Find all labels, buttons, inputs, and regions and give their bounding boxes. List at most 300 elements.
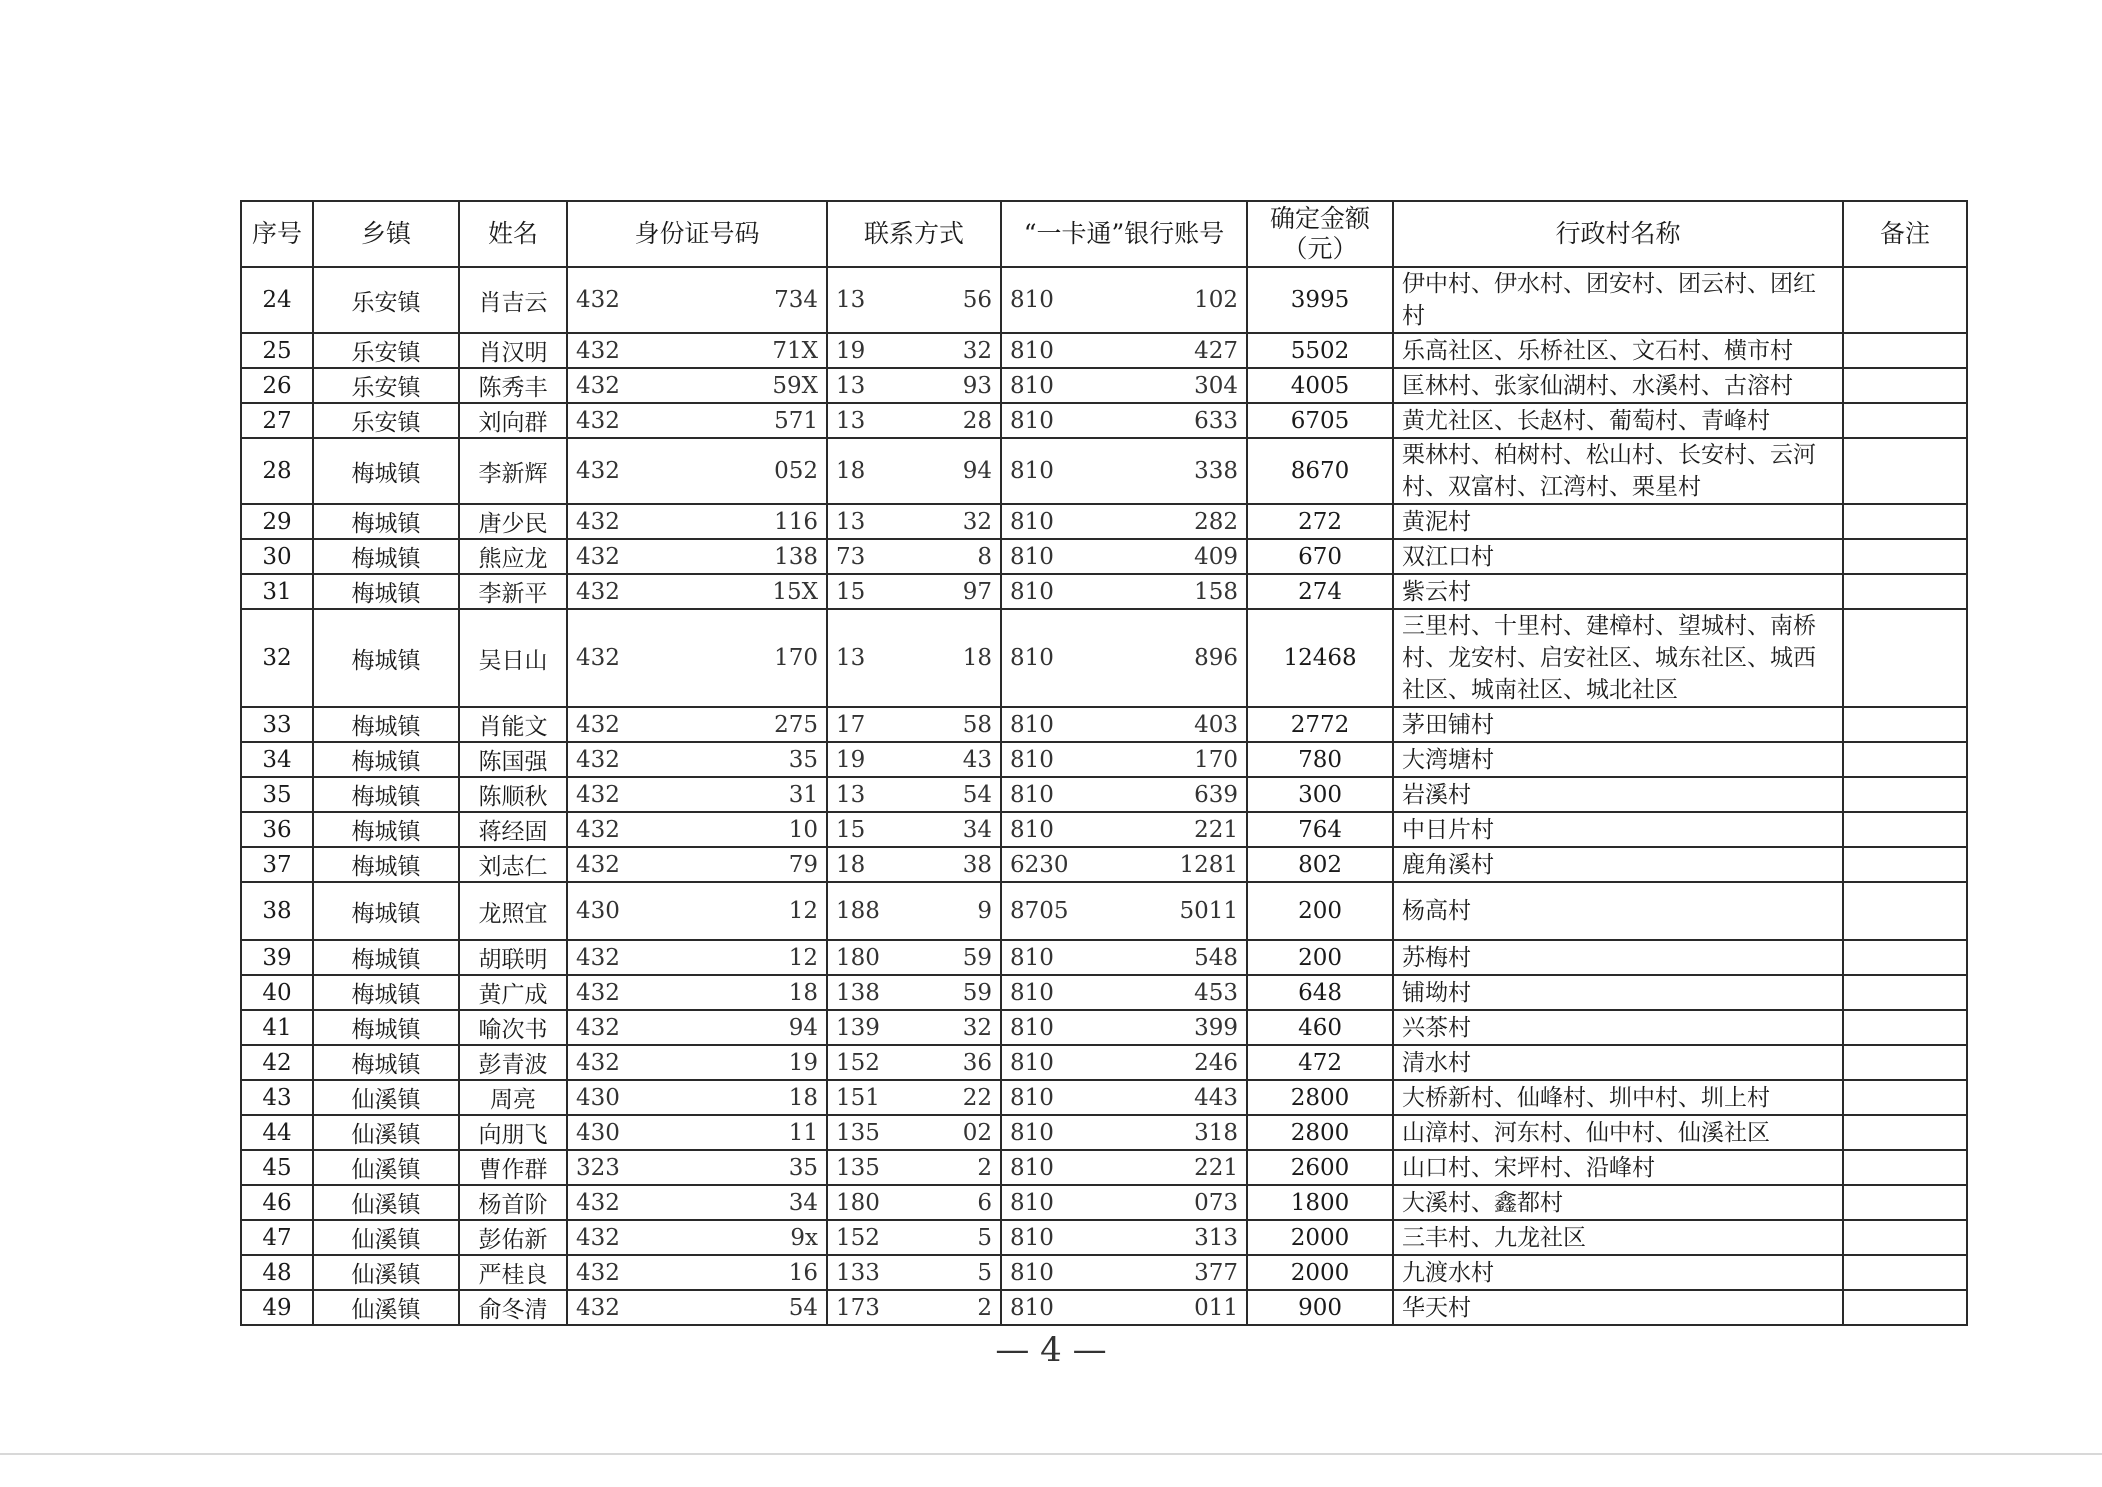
cell-village: 乐高社区、乐桥社区、文石村、横市村 (1393, 333, 1843, 368)
cell-phone-prefix: 15 (827, 812, 901, 847)
cell-name: 向朋飞 (459, 1115, 567, 1150)
cell-town: 梅城镇 (313, 812, 459, 847)
cell-phone-suffix: 58 (901, 707, 1001, 742)
cell-seq: 48 (241, 1255, 313, 1290)
cell-id-suffix: 35 (671, 1150, 827, 1185)
cell-name: 陈顺秋 (459, 777, 567, 812)
cell-id-prefix: 430 (567, 1080, 671, 1115)
cell-phone-prefix: 135 (827, 1150, 901, 1185)
cell-id-suffix: 54 (671, 1290, 827, 1325)
cell-town: 梅城镇 (313, 742, 459, 777)
cell-account-prefix: 810 (1001, 1290, 1087, 1325)
cell-id-prefix: 432 (567, 742, 671, 777)
cell-town: 梅城镇 (313, 539, 459, 574)
cell-name: 熊应龙 (459, 539, 567, 574)
cell-id-suffix: 34 (671, 1185, 827, 1220)
cell-phone-prefix: 152 (827, 1045, 901, 1080)
cell-note (1843, 1150, 1967, 1185)
cell-name: 肖能文 (459, 707, 567, 742)
table-row (241, 812, 1967, 847)
cell-account-suffix: 409 (1087, 539, 1247, 574)
cell-amount: 2800 (1247, 1080, 1393, 1115)
cell-note (1843, 504, 1967, 539)
cell-account-prefix: 810 (1001, 1010, 1087, 1045)
cell-id-prefix: 432 (567, 1185, 671, 1220)
cell-amount: 274 (1247, 574, 1393, 609)
cell-town: 梅城镇 (313, 707, 459, 742)
cell-account-suffix: 443 (1087, 1080, 1247, 1115)
header-id-number: 身份证号码 (567, 201, 827, 267)
cell-id-suffix: 571 (671, 403, 827, 438)
cell-amount: 272 (1247, 504, 1393, 539)
cell-id-prefix: 432 (567, 609, 671, 707)
cell-phone-prefix: 15 (827, 574, 901, 609)
cell-name: 肖汉明 (459, 333, 567, 368)
cell-account-suffix: 5011 (1087, 882, 1247, 940)
cell-account-prefix: 810 (1001, 609, 1087, 707)
cell-seq: 38 (241, 882, 313, 940)
cell-village: 清水村 (1393, 1045, 1843, 1080)
cell-village: 栗林村、柏树村、松山村、长安村、云河村、双富村、江湾村、栗星村 (1393, 438, 1843, 504)
cell-id-suffix: 18 (671, 975, 827, 1010)
cell-id-prefix: 432 (567, 975, 671, 1010)
cell-account-suffix: 896 (1087, 609, 1247, 707)
cell-id-suffix: 31 (671, 777, 827, 812)
cell-seq: 43 (241, 1080, 313, 1115)
cell-note (1843, 1255, 1967, 1290)
cell-amount: 2000 (1247, 1220, 1393, 1255)
cell-seq: 26 (241, 368, 313, 403)
cell-amount: 764 (1247, 812, 1393, 847)
cell-amount: 472 (1247, 1045, 1393, 1080)
table-row (241, 975, 1967, 1010)
cell-account-suffix: 639 (1087, 777, 1247, 812)
cell-account-suffix: 399 (1087, 1010, 1247, 1045)
table-row (241, 707, 1967, 742)
cell-note (1843, 707, 1967, 742)
table-row (241, 1255, 1967, 1290)
cell-amount: 780 (1247, 742, 1393, 777)
cell-seq: 42 (241, 1045, 313, 1080)
cell-village: 大湾塘村 (1393, 742, 1843, 777)
cell-phone-prefix: 13 (827, 504, 901, 539)
cell-amount: 300 (1247, 777, 1393, 812)
cell-village: 山漳村、河东村、仙中村、仙溪社区 (1393, 1115, 1843, 1150)
cell-phone-prefix: 19 (827, 333, 901, 368)
cell-village: 伊中村、伊水村、团安村、团云村、团红村 (1393, 267, 1843, 333)
cell-note (1843, 333, 1967, 368)
cell-id-prefix: 432 (567, 1255, 671, 1290)
cell-amount: 3995 (1247, 267, 1393, 333)
cell-id-prefix: 432 (567, 574, 671, 609)
cell-note (1843, 438, 1967, 504)
subsidy-roster-table (240, 200, 1968, 1326)
cell-note (1843, 777, 1967, 812)
header-bank-account: “一卡通”银行账号 (1001, 201, 1247, 267)
cell-phone-suffix: 38 (901, 847, 1001, 882)
cell-town: 梅城镇 (313, 975, 459, 1010)
cell-id-suffix: 9x (671, 1220, 827, 1255)
cell-note (1843, 1010, 1967, 1045)
cell-village: 兴茶村 (1393, 1010, 1843, 1045)
table-row (241, 438, 1967, 504)
cell-phone-prefix: 17 (827, 707, 901, 742)
cell-seq: 28 (241, 438, 313, 504)
cell-name: 唐少民 (459, 504, 567, 539)
cell-note (1843, 1185, 1967, 1220)
cell-amount: 200 (1247, 940, 1393, 975)
cell-town: 仙溪镇 (313, 1220, 459, 1255)
header-town: 乡镇 (313, 201, 459, 267)
cell-amount: 2000 (1247, 1255, 1393, 1290)
cell-phone-suffix: 32 (901, 1010, 1001, 1045)
cell-id-prefix: 432 (567, 539, 671, 574)
cell-seq: 46 (241, 1185, 313, 1220)
cell-id-prefix: 432 (567, 504, 671, 539)
cell-note (1843, 975, 1967, 1010)
cell-seq: 44 (241, 1115, 313, 1150)
cell-amount: 648 (1247, 975, 1393, 1010)
cell-town: 梅城镇 (313, 438, 459, 504)
cell-seq: 37 (241, 847, 313, 882)
cell-account-suffix: 304 (1087, 368, 1247, 403)
cell-note (1843, 812, 1967, 847)
cell-id-suffix: 275 (671, 707, 827, 742)
cell-id-suffix: 12 (671, 940, 827, 975)
cell-note (1843, 1115, 1967, 1150)
cell-village: 紫云村 (1393, 574, 1843, 609)
cell-phone-suffix: 8 (901, 539, 1001, 574)
cell-id-suffix: 15X (671, 574, 827, 609)
cell-town: 仙溪镇 (313, 1080, 459, 1115)
cell-account-suffix: 313 (1087, 1220, 1247, 1255)
cell-id-prefix: 432 (567, 847, 671, 882)
cell-account-prefix: 810 (1001, 368, 1087, 403)
cell-phone-suffix: 9 (901, 882, 1001, 940)
cell-amount: 670 (1247, 539, 1393, 574)
cell-town: 梅城镇 (313, 847, 459, 882)
cell-account-prefix: 810 (1001, 1255, 1087, 1290)
cell-town: 梅城镇 (313, 1045, 459, 1080)
cell-amount: 6705 (1247, 403, 1393, 438)
cell-phone-prefix: 135 (827, 1115, 901, 1150)
cell-seq: 29 (241, 504, 313, 539)
cell-amount: 460 (1247, 1010, 1393, 1045)
table-row (241, 504, 1967, 539)
cell-seq: 40 (241, 975, 313, 1010)
cell-phone-suffix: 2 (901, 1150, 1001, 1185)
cell-account-suffix: 246 (1087, 1045, 1247, 1080)
header-village: 行政村名称 (1393, 201, 1843, 267)
cell-account-suffix: 158 (1087, 574, 1247, 609)
cell-town: 梅城镇 (313, 574, 459, 609)
cell-phone-suffix: 22 (901, 1080, 1001, 1115)
cell-id-suffix: 59X (671, 368, 827, 403)
table-row (241, 940, 1967, 975)
cell-note (1843, 1045, 1967, 1080)
table-row (241, 1045, 1967, 1080)
cell-phone-prefix: 173 (827, 1290, 901, 1325)
cell-phone-prefix: 151 (827, 1080, 901, 1115)
cell-account-suffix: 221 (1087, 812, 1247, 847)
cell-village: 杨高村 (1393, 882, 1843, 940)
cell-id-suffix: 170 (671, 609, 827, 707)
cell-account-prefix: 810 (1001, 1080, 1087, 1115)
cell-name: 周亮 (459, 1080, 567, 1115)
cell-amount: 2600 (1247, 1150, 1393, 1185)
cell-account-prefix: 810 (1001, 267, 1087, 333)
table-row (241, 1290, 1967, 1325)
table-row (241, 333, 1967, 368)
cell-village: 大桥新村、仙峰村、圳中村、圳上村 (1393, 1080, 1843, 1115)
cell-account-suffix: 011 (1087, 1290, 1247, 1325)
cell-account-suffix: 221 (1087, 1150, 1247, 1185)
cell-phone-prefix: 152 (827, 1220, 901, 1255)
cell-seq: 33 (241, 707, 313, 742)
table-row (241, 267, 1967, 333)
cell-village: 黄尤社区、长赵村、葡萄村、青峰村 (1393, 403, 1843, 438)
cell-phone-suffix: 5 (901, 1255, 1001, 1290)
table-row (241, 1080, 1967, 1115)
cell-account-prefix: 810 (1001, 975, 1087, 1010)
cell-id-prefix: 430 (567, 882, 671, 940)
cell-phone-suffix: 34 (901, 812, 1001, 847)
cell-account-suffix: 318 (1087, 1115, 1247, 1150)
cell-phone-suffix: 36 (901, 1045, 1001, 1080)
header-seq: 序号 (241, 201, 313, 267)
cell-account-prefix: 810 (1001, 539, 1087, 574)
cell-note (1843, 609, 1967, 707)
cell-town: 梅城镇 (313, 882, 459, 940)
cell-amount: 2800 (1247, 1115, 1393, 1150)
cell-village: 三丰村、九龙社区 (1393, 1220, 1843, 1255)
cell-village: 匡林村、张家仙湖村、水溪村、古溶村 (1393, 368, 1843, 403)
cell-account-suffix: 102 (1087, 267, 1247, 333)
cell-seq: 31 (241, 574, 313, 609)
cell-id-prefix: 432 (567, 403, 671, 438)
cell-id-prefix: 432 (567, 1290, 671, 1325)
table-row (241, 1220, 1967, 1255)
cell-account-prefix: 810 (1001, 1220, 1087, 1255)
cell-id-prefix: 432 (567, 707, 671, 742)
cell-town: 仙溪镇 (313, 1255, 459, 1290)
table-row (241, 403, 1967, 438)
table-header-row (241, 201, 1967, 267)
table-row (241, 742, 1967, 777)
cell-phone-prefix: 18 (827, 438, 901, 504)
cell-account-suffix: 073 (1087, 1185, 1247, 1220)
cell-name: 黄广成 (459, 975, 567, 1010)
cell-name: 彭佑新 (459, 1220, 567, 1255)
cell-village: 铺坳村 (1393, 975, 1843, 1010)
cell-note (1843, 882, 1967, 940)
cell-phone-suffix: 32 (901, 333, 1001, 368)
cell-account-suffix: 453 (1087, 975, 1247, 1010)
cell-seq: 34 (241, 742, 313, 777)
cell-name: 李新辉 (459, 438, 567, 504)
cell-account-prefix: 810 (1001, 574, 1087, 609)
cell-town: 仙溪镇 (313, 1150, 459, 1185)
cell-note (1843, 574, 1967, 609)
cell-account-prefix: 810 (1001, 812, 1087, 847)
cell-phone-suffix: 93 (901, 368, 1001, 403)
cell-amount: 900 (1247, 1290, 1393, 1325)
table-row (241, 882, 1967, 940)
cell-account-prefix: 810 (1001, 940, 1087, 975)
cell-name: 喻次书 (459, 1010, 567, 1045)
cell-id-suffix: 19 (671, 1045, 827, 1080)
header-amount: 确定金额（元） (1247, 201, 1393, 267)
cell-id-suffix: 12 (671, 882, 827, 940)
page-number: — 4 — (995, 1330, 1107, 1370)
cell-note (1843, 1290, 1967, 1325)
cell-id-suffix: 11 (671, 1115, 827, 1150)
cell-village: 双江口村 (1393, 539, 1843, 574)
cell-village: 鹿角溪村 (1393, 847, 1843, 882)
cell-account-suffix: 1281 (1087, 847, 1247, 882)
cell-id-prefix: 432 (567, 1220, 671, 1255)
cell-id-prefix: 432 (567, 368, 671, 403)
table-row (241, 1010, 1967, 1045)
table-row (241, 574, 1967, 609)
cell-note (1843, 1220, 1967, 1255)
cell-amount: 1800 (1247, 1185, 1393, 1220)
cell-amount: 802 (1247, 847, 1393, 882)
cell-account-suffix: 377 (1087, 1255, 1247, 1290)
cell-phone-prefix: 133 (827, 1255, 901, 1290)
cell-account-prefix: 8705 (1001, 882, 1087, 940)
cell-account-prefix: 810 (1001, 333, 1087, 368)
cell-amount: 4005 (1247, 368, 1393, 403)
cell-seq: 32 (241, 609, 313, 707)
cell-phone-prefix: 18 (827, 847, 901, 882)
cell-seq: 30 (241, 539, 313, 574)
cell-phone-prefix: 180 (827, 940, 901, 975)
cell-town: 乐安镇 (313, 403, 459, 438)
cell-account-suffix: 338 (1087, 438, 1247, 504)
cell-phone-suffix: 6 (901, 1185, 1001, 1220)
cell-account-prefix: 810 (1001, 742, 1087, 777)
cell-account-suffix: 282 (1087, 504, 1247, 539)
cell-town: 梅城镇 (313, 940, 459, 975)
cell-town: 梅城镇 (313, 777, 459, 812)
cell-name: 刘志仁 (459, 847, 567, 882)
cell-amount: 5502 (1247, 333, 1393, 368)
cell-id-prefix: 432 (567, 333, 671, 368)
cell-note (1843, 940, 1967, 975)
cell-id-suffix: 10 (671, 812, 827, 847)
cell-account-prefix: 810 (1001, 1115, 1087, 1150)
cell-id-suffix: 116 (671, 504, 827, 539)
cell-note (1843, 742, 1967, 777)
cell-seq: 47 (241, 1220, 313, 1255)
cell-account-prefix: 810 (1001, 1150, 1087, 1185)
cell-id-prefix: 432 (567, 1010, 671, 1045)
cell-note (1843, 1080, 1967, 1115)
cell-account-prefix: 810 (1001, 403, 1087, 438)
cell-account-prefix: 810 (1001, 777, 1087, 812)
cell-account-prefix: 810 (1001, 438, 1087, 504)
cell-village: 苏梅村 (1393, 940, 1843, 975)
cell-seq: 36 (241, 812, 313, 847)
cell-phone-suffix: 97 (901, 574, 1001, 609)
cell-village: 中日片村 (1393, 812, 1843, 847)
header-name: 姓名 (459, 201, 567, 267)
cell-id-prefix: 432 (567, 1045, 671, 1080)
cell-phone-prefix: 13 (827, 267, 901, 333)
cell-village: 岩溪村 (1393, 777, 1843, 812)
table-row (241, 1115, 1967, 1150)
cell-account-suffix: 427 (1087, 333, 1247, 368)
table-body (241, 267, 1967, 1325)
cell-phone-suffix: 94 (901, 438, 1001, 504)
table-row (241, 1150, 1967, 1185)
cell-village: 茅田铺村 (1393, 707, 1843, 742)
cell-phone-prefix: 73 (827, 539, 901, 574)
cell-seq: 39 (241, 940, 313, 975)
cell-seq: 41 (241, 1010, 313, 1045)
cell-name: 陈秀丰 (459, 368, 567, 403)
cell-name: 陈国强 (459, 742, 567, 777)
cell-name: 胡联明 (459, 940, 567, 975)
cell-phone-suffix: 18 (901, 609, 1001, 707)
cell-id-prefix: 432 (567, 777, 671, 812)
cell-name: 蒋经固 (459, 812, 567, 847)
header-note: 备注 (1843, 201, 1967, 267)
cell-id-suffix: 35 (671, 742, 827, 777)
table-row (241, 847, 1967, 882)
cell-id-suffix: 734 (671, 267, 827, 333)
cell-amount: 12468 (1247, 609, 1393, 707)
cell-id-prefix: 432 (567, 812, 671, 847)
table-row (241, 609, 1967, 707)
cell-town: 梅城镇 (313, 1010, 459, 1045)
cell-seq: 27 (241, 403, 313, 438)
cell-name: 刘向群 (459, 403, 567, 438)
cell-phone-prefix: 13 (827, 403, 901, 438)
cell-town: 仙溪镇 (313, 1115, 459, 1150)
cell-name: 龙照宜 (459, 882, 567, 940)
cell-name: 吴日山 (459, 609, 567, 707)
cell-village: 九渡水村 (1393, 1255, 1843, 1290)
table-row (241, 1185, 1967, 1220)
cell-account-prefix: 6230 (1001, 847, 1087, 882)
cell-note (1843, 539, 1967, 574)
cell-amount: 8670 (1247, 438, 1393, 504)
cell-village: 华天村 (1393, 1290, 1843, 1325)
cell-note (1843, 267, 1967, 333)
cell-phone-prefix: 180 (827, 1185, 901, 1220)
cell-seq: 24 (241, 267, 313, 333)
cell-note (1843, 403, 1967, 438)
cell-name: 严桂良 (459, 1255, 567, 1290)
cell-phone-suffix: 32 (901, 504, 1001, 539)
cell-id-prefix: 432 (567, 438, 671, 504)
cell-account-suffix: 633 (1087, 403, 1247, 438)
cell-account-suffix: 170 (1087, 742, 1247, 777)
cell-account-suffix: 548 (1087, 940, 1247, 975)
cell-phone-suffix: 43 (901, 742, 1001, 777)
cell-phone-suffix: 56 (901, 267, 1001, 333)
cell-seq: 49 (241, 1290, 313, 1325)
cell-village: 山口村、宋坪村、沿峰村 (1393, 1150, 1843, 1185)
cell-town: 梅城镇 (313, 504, 459, 539)
cell-name: 肖吉云 (459, 267, 567, 333)
cell-id-suffix: 79 (671, 847, 827, 882)
cell-amount: 2772 (1247, 707, 1393, 742)
cell-town: 仙溪镇 (313, 1290, 459, 1325)
cell-name: 李新平 (459, 574, 567, 609)
